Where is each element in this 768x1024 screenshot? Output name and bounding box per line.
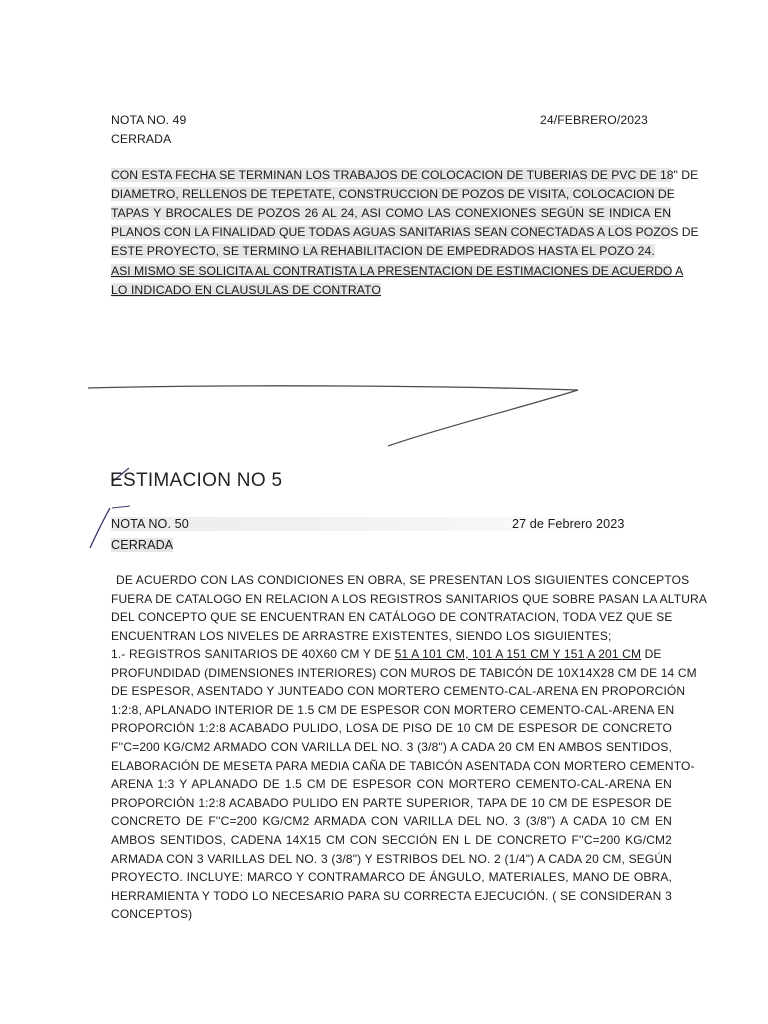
item-1-first-line — [111, 645, 672, 664]
note-50-line: FUERA DE CATALOGO EN RELACION A LOS REGISTROS SANITARIOS QUE SOBRE PASAN LA ALTURA — [111, 591, 708, 606]
note-49-line: ESTE PROYECTO, SE TERMINO LA REHABILITACION DE EMPEDRADOS HASTA EL POZO 24. — [111, 244, 655, 258]
item-1-line: PROFUNDIDAD (DIMENSIONES INTERIORES) CON MUROS DE TABICÓN DE 10X14X28 CM DE 14 CM — [111, 665, 697, 680]
note-49-line: LO INDICADO EN CLAUSULAS DE CONTRATO — [111, 283, 381, 297]
note-50-line: DE ACUERDO CON LAS CONDICIONES EN OBRA, SE PRESENTAN LOS SIGUIENTES CONCEPTOS — [116, 573, 690, 587]
item-1-line: ELABORACIÓN DE MESETA PARA MEDIA CAÑA DE TABICÓN ASENTADA CON MORTERO CEMENTO- — [111, 758, 695, 773]
note-50-number: NOTA NO. 50 — [111, 517, 189, 531]
note-49-line: DIAMETRO, RELLENOS DE TEPETATE, CONSTRUCCION DE POZOS DE VISITA, COLOCACION DE — [111, 187, 675, 201]
handwritten-line — [88, 386, 578, 390]
note-49-date: 24/FEBRERO/2023 — [540, 113, 648, 127]
note-50-line: ENCUENTRAN LOS NIVELES DE ARRASTRE EXISTENTES, SIENDO LOS SIGUIENTES; — [111, 628, 612, 643]
item-1-line: ARMADA CON 3 VARILLAS DEL NO. 3 (3/8") Y ESTRIBOS DEL NO. 2 (1/4") A CADA 20 CM, SEGÚN — [111, 851, 672, 866]
item-1-depth-ranges: 51 A 101 CM, 101 A 151 CM Y 151 A 201 CM — [394, 647, 642, 661]
estimate-heading: ESTIMACION NO 5 — [110, 470, 283, 491]
item-1-prefix: 1.- REGISTROS SANITARIOS DE 40X60 CM Y DE — [111, 647, 395, 661]
item-1-line: PROYECTO. INCLUYE: MARCO Y CONTRAMARCO DE ÁNGULO, MATERIALES, MANO DE OBRA, — [111, 870, 672, 885]
handwritten-line — [388, 390, 578, 446]
item-1-line: PROPORCIÓN 1:2:8 ACABADO PULIDO EN PARTE SUPERIOR, TAPA DE 10 CM DE ESPESOR DE — [111, 795, 672, 810]
item-1-line: HERRAMIENTA Y TODO LO NECESARIO PARA SU CORRECTA EJECUCIÓN. ( SE CONSIDERAN 3 — [111, 888, 672, 903]
note-50-line: DEL CONCEPTO QUE SE ENCUENTRAN EN CATÁLOGO DE CONTRATACION, TODA VEZ QUE SE — [111, 610, 673, 625]
handwritten-tick — [112, 506, 130, 508]
note-49-line: CON ESTA FECHA SE TERMINAN LOS TRABAJOS DE COLOCACION DE TUBERIAS DE PVC DE 18" DE — [111, 168, 699, 182]
item-1-line: CONCRETO DE F''C=200 KG/CM2 ARMADA CON VARILLA DEL NO. 3 (3/8") A CADA 10 CM EN — [111, 814, 672, 829]
item-1-suffix: DE — [641, 647, 662, 661]
note-49-number: NOTA NO. 49 — [111, 113, 187, 127]
item-1-line: CONCEPTOS) — [111, 907, 193, 922]
item-1-line: ARENA 1:3 Y APLANADO DE 1.5 CM DE ESPESOR CON MORTERO CEMENTO-CAL-ARENA EN — [111, 777, 672, 792]
note-49-line: ASI MISMO SE SOLICITA AL CONTRATISTA LA PRESENTACION DE ESTIMACIONES DE ACUERDO A — [111, 264, 684, 278]
note-50-intro — [111, 571, 708, 645]
note-49-line: PLANOS CON LA FINALIDAD QUE TODAS AGUAS SANITARIAS SEAN CONECTADAS A LOS POZOS DE — [111, 225, 699, 239]
note-50-date: 27 de Febrero 2023 — [512, 517, 625, 531]
note-49-status: CERRADA — [111, 132, 172, 146]
note-49-line: TAPAS Y BROCALES DE POZOS 26 AL 24, ASI COMO LAS CONEXIONES SEGÚN SE INDICA EN — [111, 206, 671, 220]
item-1-line: DE ESPESOR, ASENTADO Y JUNTEADO CON MORTERO CEMENTO-CAL-ARENA EN PROPORCIÓN — [111, 684, 686, 699]
handwritten-tick — [90, 508, 110, 548]
item-1-line: F''C=200 KG/CM2 ARMADO CON VARILLA DEL NO. 3 (3/8") A CADA 20 CM EN AMBOS SENTIDOS, — [111, 739, 672, 754]
item-1-line: AMBOS SENTIDOS, CADENA 14X15 CM CON SECCIÓN EN L DE CONCRETO F''C=200 KG/CM2 — [111, 832, 672, 847]
item-1-line: PROPORCIÓN 1:2:8 ACABADO PULIDO, LOSA DE PISO DE 10 CM DE ESPESOR DE CONCRETO — [111, 721, 672, 736]
item-1 — [111, 645, 697, 924]
item-1-line: 1:2:8, APLANADO INTERIOR DE 1.5 CM DE ESPESOR CON MORTERO CEMENTO-CAL-ARENA EN — [111, 702, 675, 717]
note-50-status: CERRADA — [111, 538, 174, 552]
